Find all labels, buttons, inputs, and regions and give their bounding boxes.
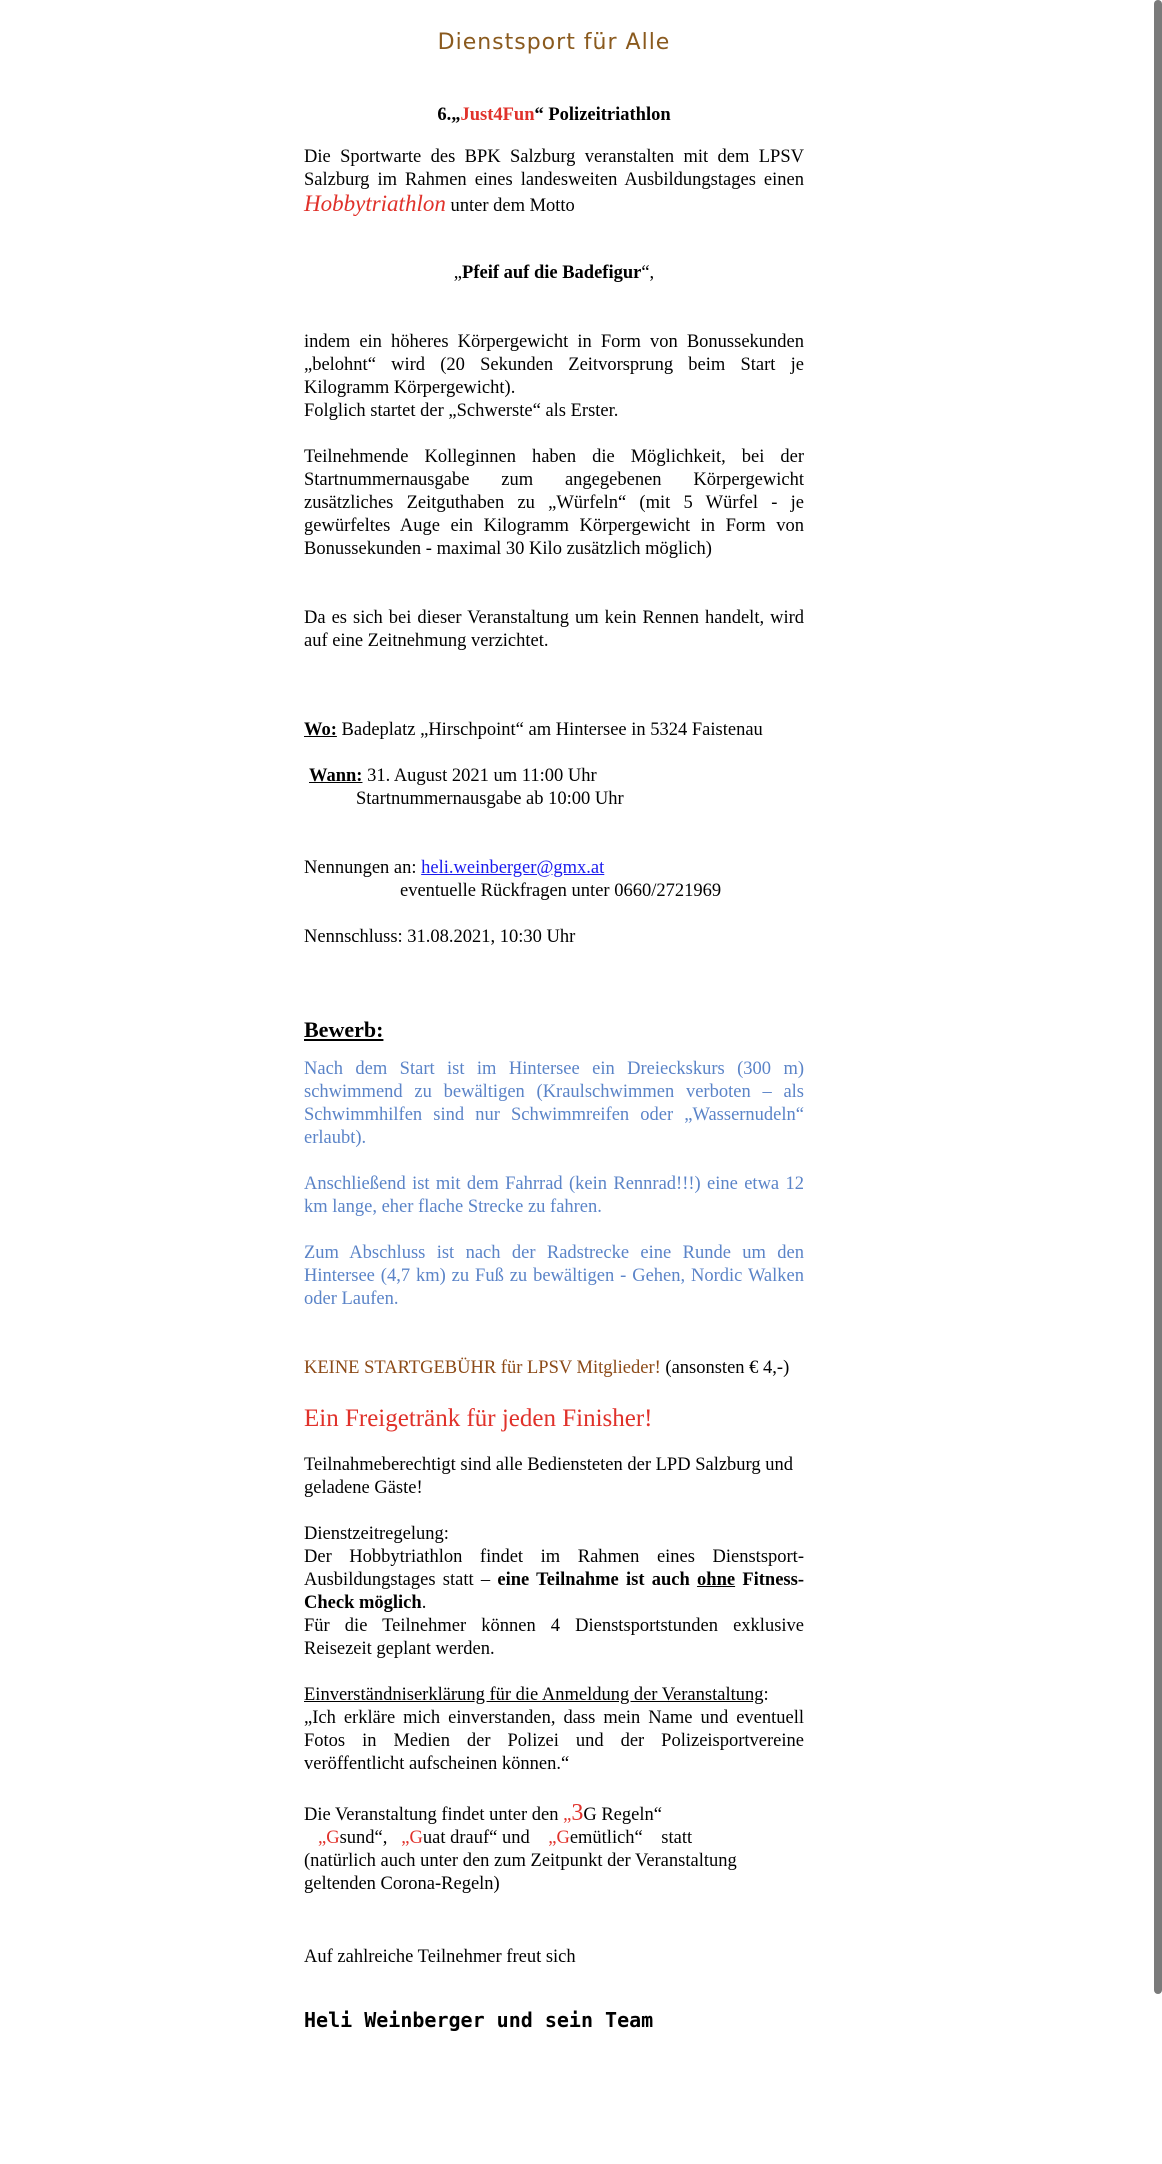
rules-corona: (natürlich auch unter den zum Zeitpunkt der Veranstaltung geltenden Corona-Regeln) bbox=[304, 1851, 737, 1894]
intro-paragraph: Die Sportwarte des BPK Salzburg veranstalten mit dem LPSV Salzburg im Rahmen eines landesweiten Ausbildungstages einen Hobbytriathlon unter dem Motto bbox=[304, 147, 804, 216]
where-line: Wo: Badeplatz „Hirschpoint“ am Hintersee in 5324 Faistenau bbox=[304, 720, 763, 740]
site-title: Dienstsport für Alle bbox=[437, 30, 671, 55]
event-title: 6.„Just4Fun“ Polizeitriathlon bbox=[437, 105, 671, 125]
rules-g-line: „Gsund“, „Guat drauf“ und „Gemütlich“ statt bbox=[318, 1828, 693, 1848]
duty-heading: Dienstzeitregelung: bbox=[304, 1524, 449, 1544]
when-line: Wann: 31. August 2021 um 11:00 Uhr bbox=[309, 766, 597, 786]
consent-text: „Ich erkläre mich einverstanden, dass mein Name und eventuell Fotos in Medien der Polizei und der Polizeisportvereine veröffentlicht aufscheinen können.“ bbox=[304, 1708, 804, 1774]
hobbytriathlon-highlight: Hobbytriathlon bbox=[304, 191, 446, 216]
event-title-highlight: Just4Fun bbox=[460, 105, 535, 125]
rules-number: 3 bbox=[571, 1800, 584, 1826]
no-timing-paragraph: Da es sich bei dieser Veranstaltung um kein Rennen handelt, wird auf eine Zeitnehmung verzichtet. bbox=[304, 608, 804, 651]
consent-heading: Einverständniserklärung für die Anmeldung der Veranstaltung: bbox=[304, 1685, 769, 1705]
scrollbar-thumb[interactable] bbox=[1154, 0, 1162, 1994]
closing: Auf zahlreiche Teilnehmer freut sich bbox=[304, 1947, 576, 1967]
eligibility: Teilnahmeberechtigt sind alle Bediensteten der LPD Salzburg und geladene Gäste! bbox=[304, 1455, 793, 1498]
entries-line: Nennungen an: heli.weinberger@gmx.at bbox=[304, 858, 605, 878]
email-link[interactable]: heli.weinberger@gmx.at bbox=[421, 858, 605, 878]
where-label: Wo: bbox=[304, 720, 337, 740]
free-drink: Ein Freigetränk für jeden Finisher! bbox=[304, 1405, 653, 1432]
dice-paragraph: Teilnehmende Kolleginnen haben die Möglichkeit, bei der Startnummernausgabe zum angegebenen Körpergewicht zusätzliches Zeitguthaben zu „Würfeln“ (mit 5 Würfel - je gewürfeltes Auge ein Kilogramm Körpergewicht in Form von Bonussekunden - maximal 30 Kilo zusätzlich möglich) bbox=[304, 447, 804, 559]
entries-sub: eventuelle Rückfragen unter 0660/2721969 bbox=[400, 881, 722, 901]
bonus-paragraph: indem ein höheres Körpergewicht in Form von Bonussekunden „belohnt“ wird (20 Sekunden Zeitvorsprung beim Start je Kilogramm Körpergewicht). bbox=[304, 332, 804, 398]
motto: „Pfeif auf die Badefigur“, bbox=[453, 263, 655, 283]
duty-text: Der Hobbytriathlon findet im Rahmen eines Dienstsport-Ausbildungstages statt – eine Teilnahme ist auch ohne Fitness-Check möglich. bbox=[304, 1547, 804, 1613]
fee-free: KEINE STARTGEBÜHR für LPSV Mitglieder! bbox=[304, 1358, 661, 1378]
deadline: Nennschluss: 31.08.2021, 10:30 Uhr bbox=[304, 927, 576, 947]
when-sub: Startnummernausgabe ab 10:00 Uhr bbox=[356, 789, 624, 809]
article-content bbox=[304, 104, 804, 2032]
bewerb-run: Zum Abschluss ist nach der Radstrecke eine Runde um den Hintersee (4,7 km) zu Fuß zu bewältigen - Gehen, Nordic Walken oder Laufen. bbox=[304, 1243, 804, 1309]
bewerb-heading: Bewerb: bbox=[304, 1017, 384, 1042]
bonus-paragraph-2: Folglich startet der „Schwerste“ als Erster. bbox=[304, 401, 619, 421]
rules-line: Die Veranstaltung findet unter den „3G Regeln“ bbox=[304, 1800, 662, 1826]
when-label: Wann: bbox=[309, 766, 363, 786]
bewerb-swim: Nach dem Start ist im Hintersee ein Dreieckskurs (300 m) schwimmend zu bewältigen (Kraulschwimmen verboten – als Schwimmhilfen sind nur Schwimmreifen oder „Wassernudeln“ erlaubt). bbox=[304, 1059, 804, 1148]
vertical-scrollbar[interactable] bbox=[1150, 0, 1162, 2164]
bewerb-bike: Anschließend ist mit dem Fahrrad (kein Rennrad!!!) eine etwa 12 km lange, eher flache Strecke zu fahren. bbox=[304, 1174, 804, 1217]
signature: Heli Weinberger und sein Team bbox=[304, 2008, 654, 2032]
duty-hours: Für die Teilnehmer können 4 Dienstsportstunden exklusive Reisezeit geplant werden. bbox=[304, 1616, 804, 1659]
fee-line: KEINE STARTGEBÜHR für LPSV Mitglieder! (ansonsten € 4,-) bbox=[304, 1358, 790, 1378]
